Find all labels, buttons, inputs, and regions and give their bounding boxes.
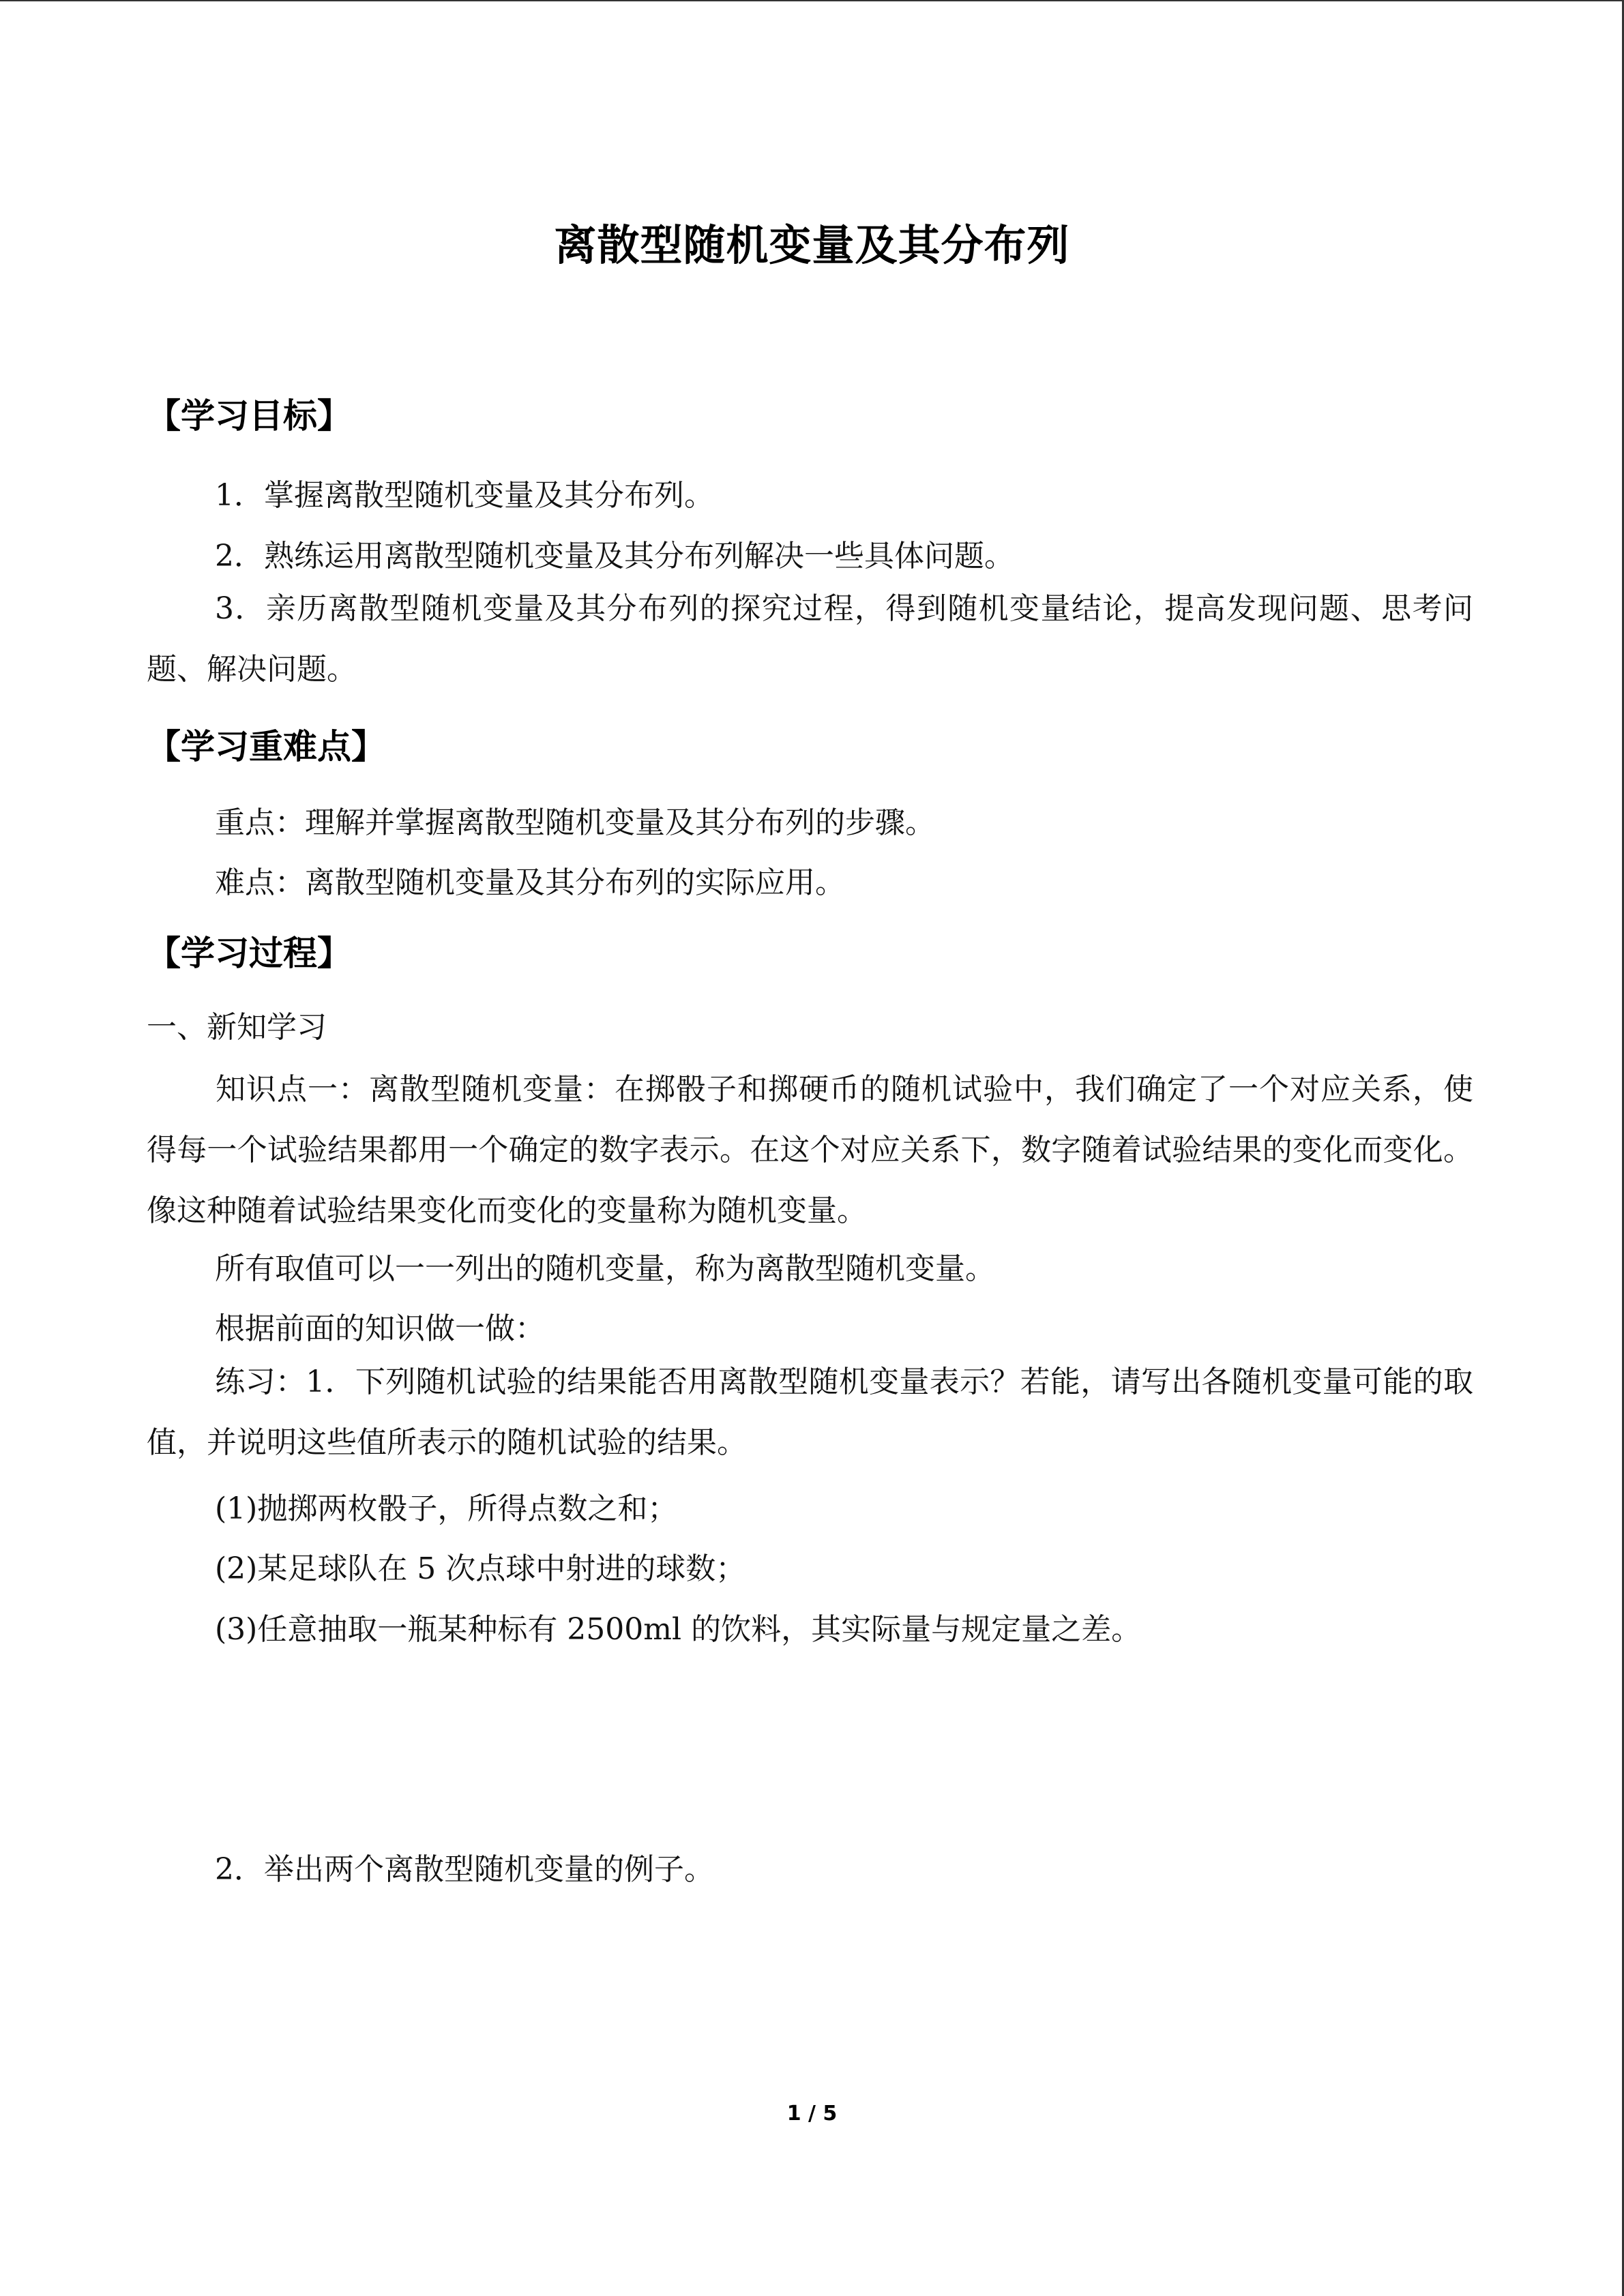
key-point: 重点：理解并掌握离散型随机变量及其分布列的步骤。 — [215, 805, 935, 840]
goal-item-3: 3．亲历离散型随机变量及其分布列的探究过程，得到随机变量结论，提高发现问题、思考问题、解决问题。 — [147, 591, 1473, 687]
exercise-1-item-3: (3)任意抽取一瓶某种标有 2500ml 的饮料，其实际量与规定量之差。 — [215, 1612, 1142, 1647]
exercise-2: 2．举出两个离散型随机变量的例子。 — [215, 1852, 714, 1887]
process-heading: 【学习过程】 — [147, 934, 351, 973]
goals-heading: 【学习目标】 — [147, 396, 351, 436]
page-number: 1 / 5 — [786, 2102, 838, 2126]
discrete-definition: 所有取值可以一一列出的随机变量，称为离散型随机变量。 — [215, 1251, 995, 1286]
page-border-top — [0, 0, 1624, 1]
goal-item-1: 1．掌握离散型随机变量及其分布列。 — [215, 478, 714, 513]
goal-item-2: 2．熟练运用离散型随机变量及其分布列解决一些具体问题。 — [215, 539, 1014, 573]
practice-prompt: 根据前面的知识做一做： — [215, 1311, 545, 1346]
difficulty-point: 难点：离散型随机变量及其分布列的实际应用。 — [215, 865, 845, 900]
exercise-1: 练习：1．下列随机试验的结果能否用离散型随机变量表示？若能，请写出各随机变量可能的取值，并说明这些值所表示的随机试验的结果。 — [147, 1365, 1473, 1460]
document-title: 离散型随机变量及其分布列 — [554, 220, 1070, 270]
keypoints-heading: 【学习重难点】 — [147, 727, 385, 766]
new-knowledge-subheading: 一、新知学习 — [147, 1010, 327, 1045]
knowledge-point-one: 知识点一：离散型随机变量：在掷骰子和掷硬币的随机试验中，我们确定了一个对应关系，使得每一个试验结果都用一个确定的数字表示。在这个对应关系下，数字随着试验结果的变化而变化。像这种随着试验结果变化而变化的变量称为随机变量。 — [147, 1072, 1473, 1228]
exercise-1-item-1: (1)抛掷两枚骰子，所得点数之和； — [215, 1491, 678, 1526]
exercise-1-item-2: (2)某足球队在 5 次点球中射进的球数； — [215, 1551, 746, 1586]
